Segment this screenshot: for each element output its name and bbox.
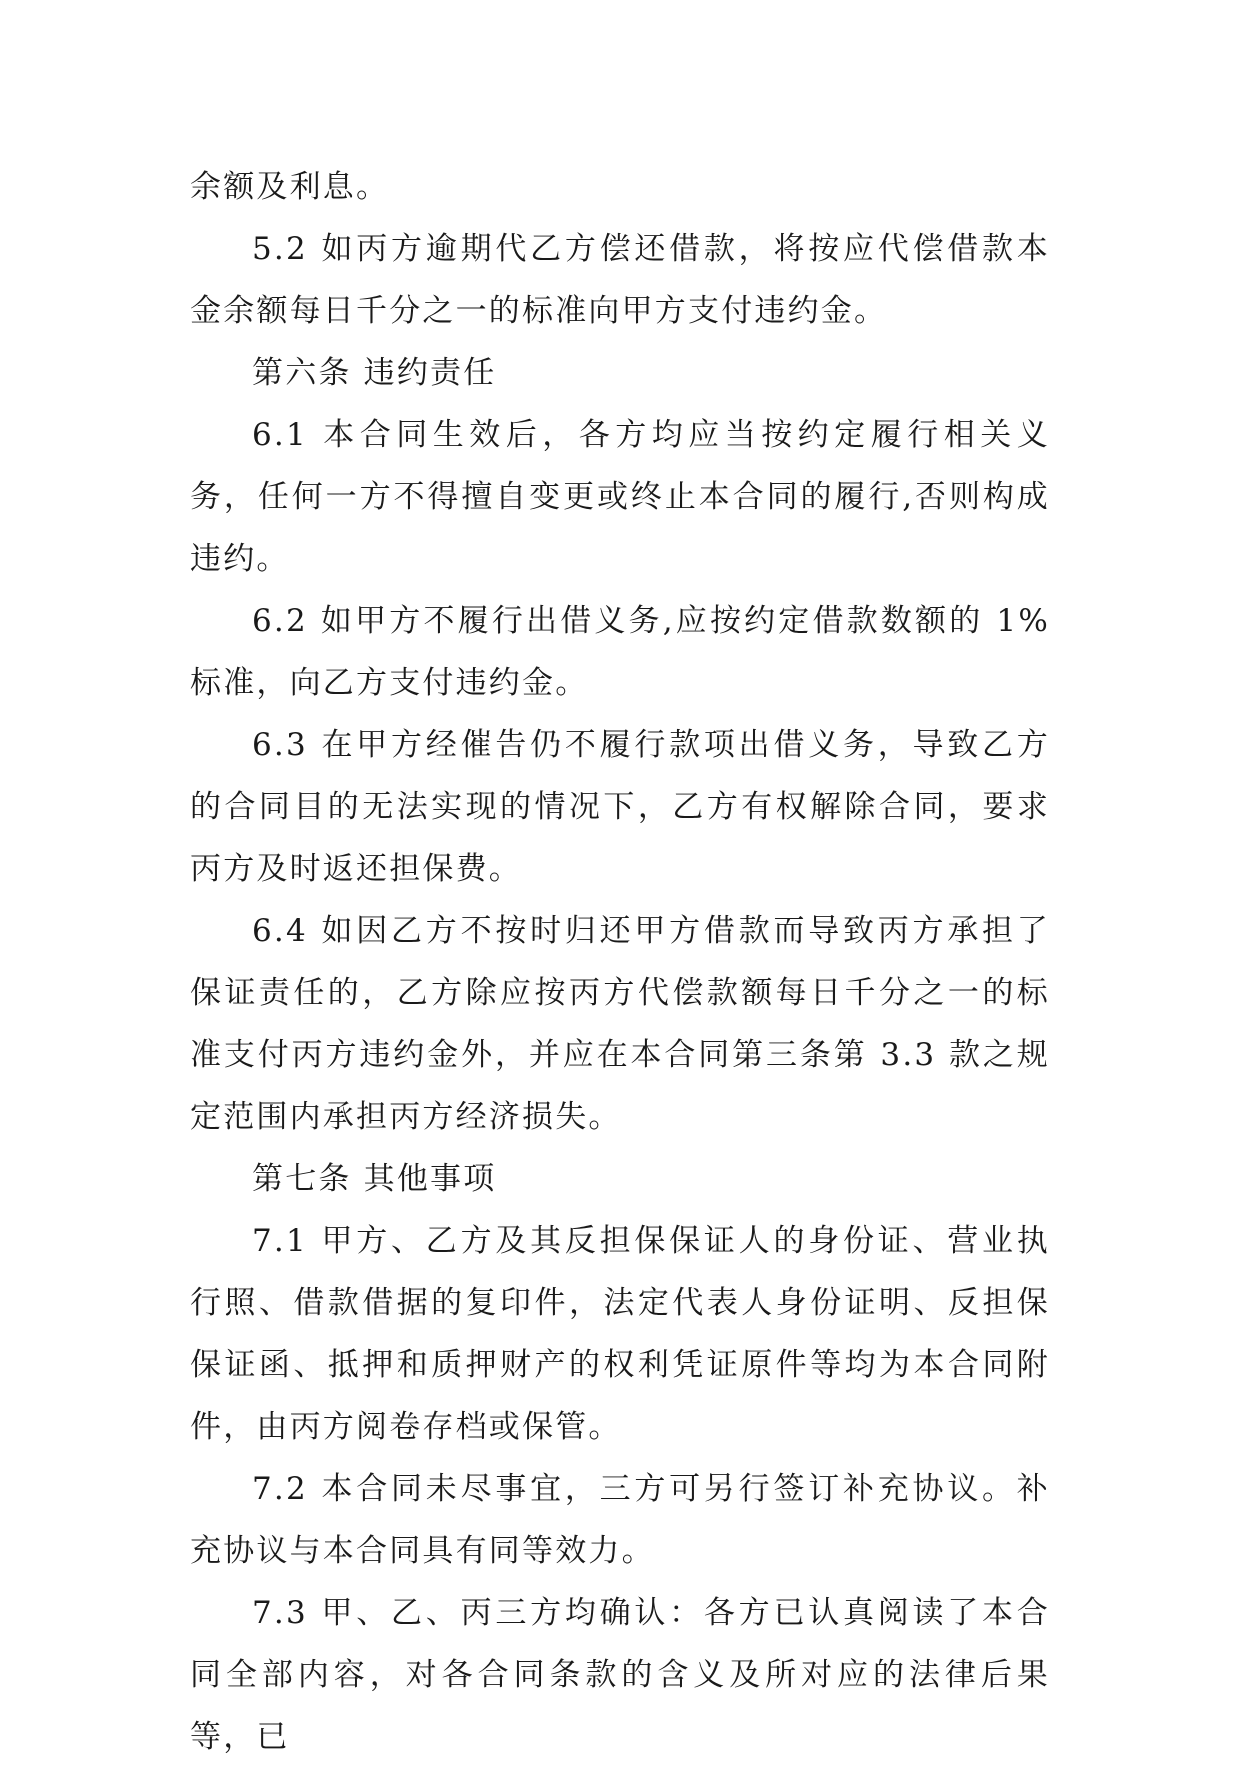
paragraph-6-1: 6.1 本合同生效后，各方均应当按约定履行相关义务，任何一方不得擅自变更或终止本合同的履行,否则构成违约。 [190,417,1050,577]
paragraph-7-1: 7.1 甲方、乙方及其反担保保证人的身份证、营业执行照、借款借据的复印件，法定代表人身份证明、反担保保证函、抵押和质押财产的权利凭证原件等均为本合同附件，由丙方阅卷存档或保管。 [190,1223,1050,1445]
contract-body [190,156,1050,1768]
paragraph-5-1-tail: 余额及利息。 [190,169,390,205]
section-heading-7: 第七条 其他事项 [252,1161,497,1197]
section-heading-6: 第六条 违约责任 [252,355,497,391]
paragraph-6-4: 6.4 如因乙方不按时归还甲方借款而导致丙方承担了保证责任的，乙方除应按丙方代偿款额每日千分之一的标准支付丙方违约金外，并应在本合同第三条第 3.3 款之规定范围内承担丙方经济损失。 [190,913,1050,1135]
paragraph-6-3: 6.3 在甲方经催告仍不履行款项出借义务，导致乙方的合同目的无法实现的情况下，乙方有权解除合同，要求丙方及时返还担保费。 [190,727,1050,887]
paragraph-7-2: 7.2 本合同未尽事宜，三方可另行签订补充协议。补充协议与本合同具有同等效力。 [190,1471,1050,1569]
paragraph-6-2: 6.2 如甲方不履行出借义务,应按约定借款数额的 1%标准，向乙方支付违约金。 [190,603,1050,701]
paragraph-7-3: 7.3 甲、乙、丙三方均确认：各方已认真阅读了本合同全部内容，对各合同条款的含义及所对应的法律后果等，已 [190,1595,1050,1755]
paragraph-5-2: 5.2 如丙方逾期代乙方偿还借款，将按应代偿借款本金余额每日千分之一的标准向甲方支付违约金。 [190,231,1050,329]
